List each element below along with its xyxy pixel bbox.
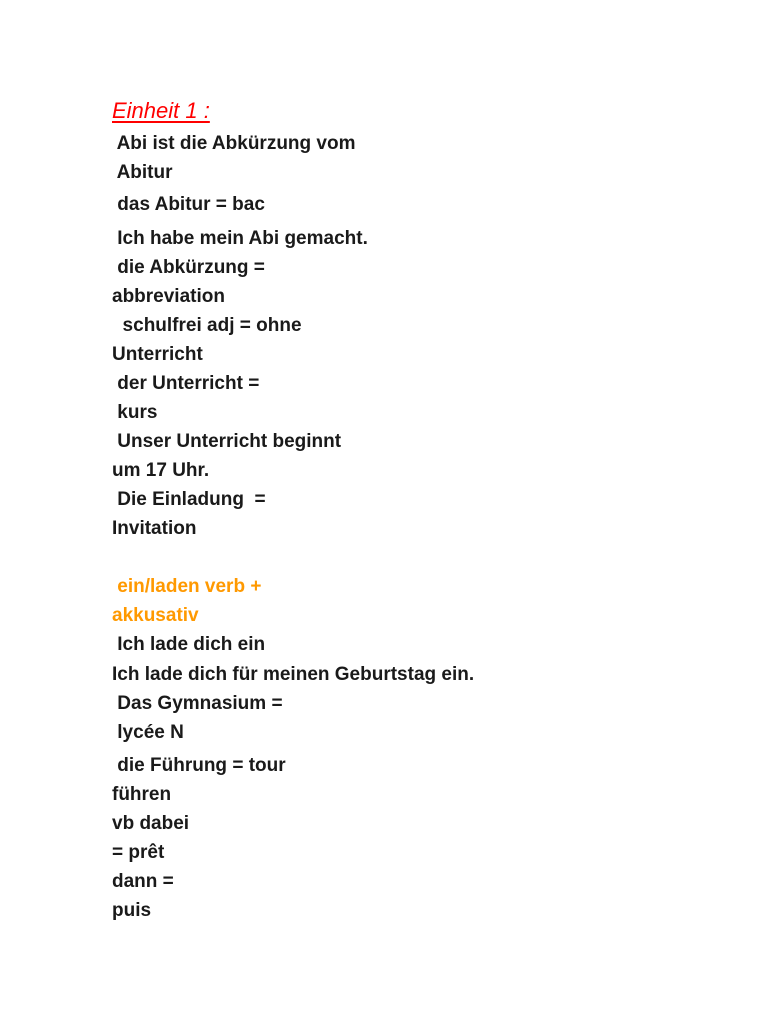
- highlighted-line: ein/laden verb +: [112, 576, 262, 597]
- text-line: lycée N: [112, 722, 184, 743]
- text-line: Unterricht: [112, 344, 203, 365]
- page-title: Einheit 1 :: [112, 98, 210, 123]
- text-line: das Abitur = bac: [112, 194, 265, 215]
- text-line: Invitation: [112, 518, 197, 539]
- text-line: der Unterricht =: [112, 373, 260, 394]
- text-line: Abi ist die Abkürzung vom: [112, 133, 356, 154]
- text-line: dann =: [112, 871, 174, 892]
- text-line: Die Einladung =: [112, 489, 266, 510]
- highlighted-line: akkusativ: [112, 605, 199, 626]
- text-line: Ich habe mein Abi gemacht.: [112, 228, 368, 249]
- text-line: schulfrei adj = ohne: [112, 315, 302, 336]
- text-line: vb dabei: [112, 813, 190, 834]
- text-line: Das Gymnasium =: [112, 693, 283, 714]
- text-line: Unser Unterricht beginnt: [112, 431, 342, 452]
- text-line: führen: [112, 784, 172, 805]
- text-line: puis: [112, 900, 152, 921]
- text-line: Abitur: [112, 162, 173, 183]
- text-line: die Führung = tour: [112, 755, 286, 776]
- text-line: Ich lade dich für meinen Geburtstag ein.: [112, 664, 475, 685]
- text-line: = prêt: [112, 842, 165, 863]
- text-line: Ich lade dich ein: [112, 634, 266, 655]
- text-line: abbreviation: [112, 286, 225, 307]
- text-line: um 17 Uhr.: [112, 460, 210, 481]
- text-line: kurs: [112, 402, 158, 423]
- text-line: die Abkürzung =: [112, 257, 265, 278]
